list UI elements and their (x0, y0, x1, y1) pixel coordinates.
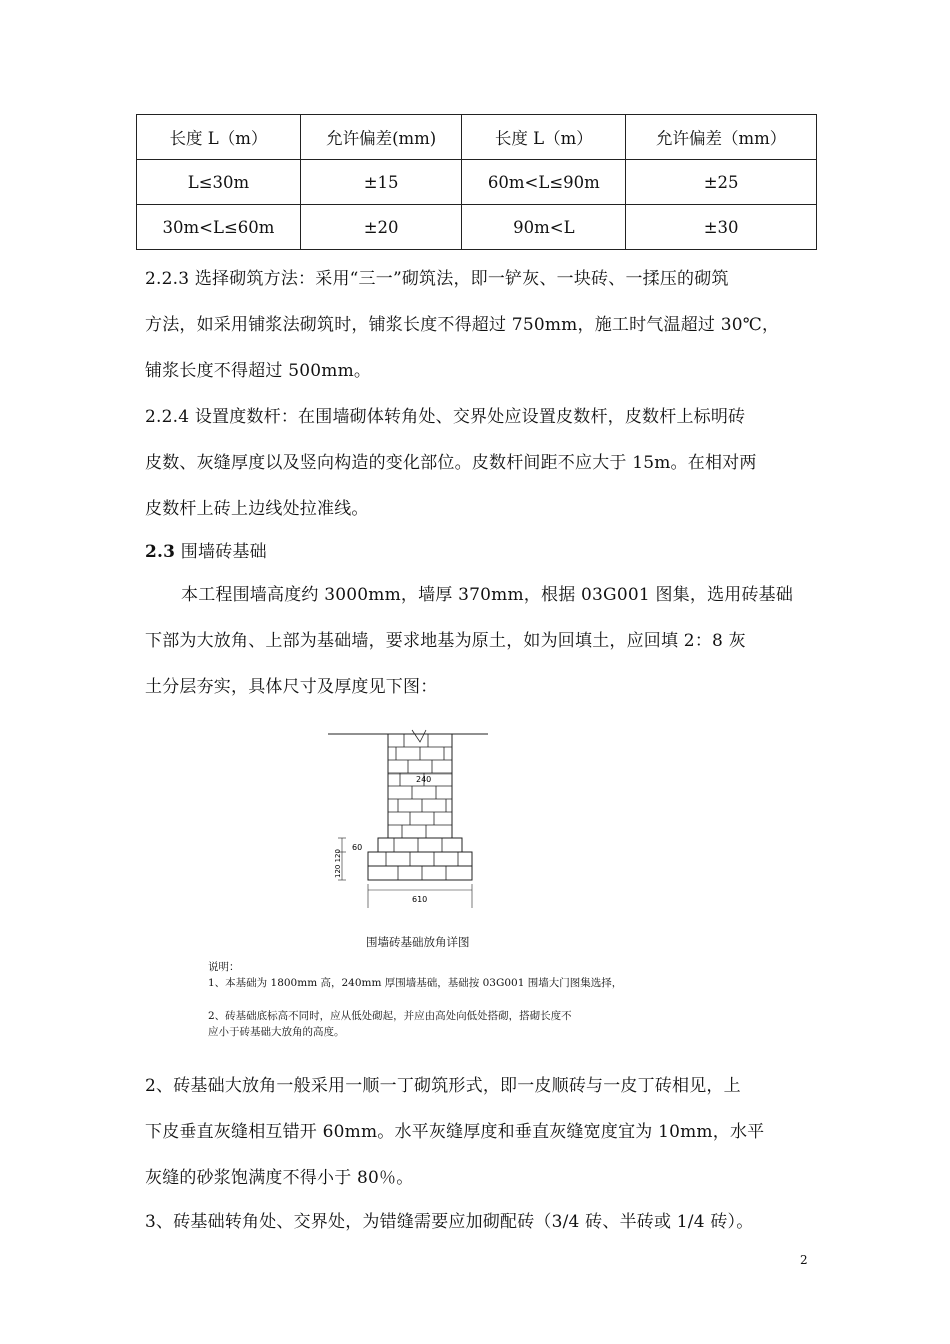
paragraph-line: 2.2.4 设置度数杆：在围墙砌体转角处、交界处应设置皮数杆，皮数杆上标明砖 (145, 407, 746, 427)
table-cell: ±30 (626, 205, 817, 250)
deviation-table (136, 114, 817, 250)
brick-foundation-figure (328, 722, 488, 912)
table-header-cell: 长度 L（m） (462, 115, 626, 160)
figure-note: 1、本基础为 1800mm 高，240mm 厚围墙基础，基础按 03G001 围墙大门图集选择， (208, 977, 623, 989)
paragraph-line: 土分层夯实，具体尺寸及厚度见下图： (145, 677, 438, 697)
paragraph-line: 皮数、灰缝厚度以及竖向构造的变化部位。皮数杆间距不应大于 15m。在相对两 (145, 453, 757, 473)
table-cell: 30m<L≤60m (137, 205, 301, 250)
dim-label-bottom: 610 (412, 895, 428, 904)
paragraph-line: 下皮垂直灰缝相互错开 60mm。水平灰缝厚度和垂直灰缝宽度宜为 10mm，水平 (145, 1122, 765, 1142)
table-cell: ±25 (626, 160, 817, 205)
section-heading (145, 537, 267, 562)
figure-caption: 围墙砖基础放角详图 (366, 935, 470, 949)
paragraph-line: 3、砖基础转角处、交界处，为错缝需要应加砌配砖（3/4 砖、半砖或 1/4 砖）。 (145, 1212, 754, 1232)
table-header-cell: 允许偏差(mm) (300, 115, 461, 160)
table-header-cell: 允许偏差（mm） (626, 115, 817, 160)
dim-label-left-vertical: 120 120 (334, 849, 342, 878)
figure-note: 应小于砖基础大放角的高度。 (208, 1026, 345, 1038)
paragraph-line: 下部为大放角、上部为基础墙，要求地基为原土，如为回填土，应回填 2：8 灰 (145, 631, 746, 651)
table-header-cell: 长度 L（m） (137, 115, 301, 160)
table-header-row (137, 115, 817, 160)
paragraph-line: 方法，如采用铺浆法砌筑时，铺浆长度不得超过 750mm，施工时气温超过 30℃， (145, 315, 780, 335)
paragraph-line: 铺浆长度不得超过 500mm。 (145, 361, 372, 381)
table-cell: 60m<L≤90m (462, 160, 626, 205)
table-cell: ±20 (300, 205, 461, 250)
page-number: 2 (800, 1253, 808, 1267)
paragraph-line: 灰缝的砂浆饱满度不得小于 80％。 (145, 1168, 414, 1188)
paragraph-line: 本工程围墙高度约 3000mm，墙厚 370mm，根据 03G001 图集，选用砖基础 (181, 585, 794, 605)
section-number: 2.3 (145, 542, 176, 562)
paragraph-line: 皮数杆上砖上边线处拉准线。 (145, 499, 369, 519)
dim-label-left-small: 60 (352, 843, 363, 852)
dim-label-top: 240 (416, 775, 432, 784)
table-cell: 90m<L (462, 205, 626, 250)
figure-note: 说明： (208, 961, 240, 973)
paragraph-line: 2、砖基础大放角一般采用一顺一丁砌筑形式，即一皮顺砖与一皮丁砖相见，上 (145, 1076, 741, 1096)
table-cell: L≤30m (137, 160, 301, 205)
section-title: 围墙砖基础 (175, 542, 267, 562)
table-cell: ±15 (300, 160, 461, 205)
paragraph-line: 2.2.3 选择砌筑方法：采用“三一”砌筑法，即一铲灰、一块砖、一揉压的砌筑 (145, 269, 729, 289)
table-row (137, 205, 817, 250)
table-row (137, 160, 817, 205)
figure-note: 2、砖基础底标高不同时，应从低处砌起，并应由高处向低处搭砌，搭砌长度不 (208, 1010, 572, 1022)
